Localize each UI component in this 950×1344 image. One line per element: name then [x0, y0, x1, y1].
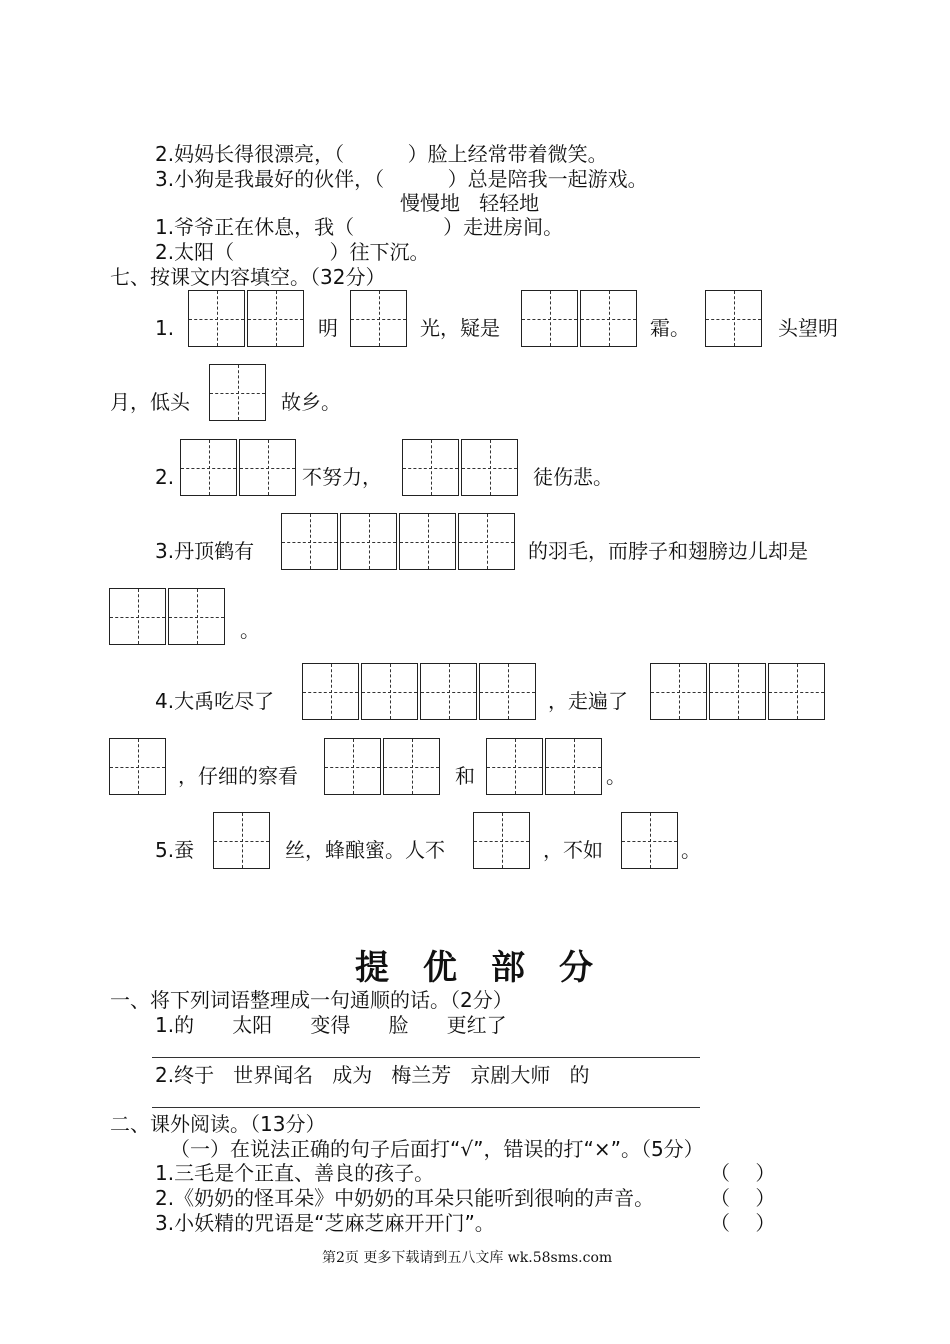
- q1-box-group-3[interactable]: [521, 290, 639, 347]
- section7-heading: 七、按课文内容填空。（32分）: [110, 265, 386, 289]
- q3-text-b: 的羽毛，而脖子和翅膀边儿却是: [528, 539, 808, 563]
- fill-line-grandpa: 1.爷爷正在休息，我（ ）走进房间。: [155, 215, 564, 239]
- q4-text-d: 和: [455, 764, 475, 788]
- q2-text-a: 不努力，: [302, 465, 382, 489]
- q1-box-group-2[interactable]: [350, 290, 409, 347]
- s2-q1-answer-parens[interactable]: （ ）: [710, 1161, 776, 1185]
- s2-q3: 3.小妖精的咒语是“芝麻芝麻开开门”。: [155, 1211, 495, 1235]
- q3-text-a: 3.丹顶鹤有: [155, 539, 255, 563]
- q2-number: 2.: [155, 465, 175, 489]
- s2-q3-answer-parens[interactable]: （ ）: [710, 1211, 776, 1235]
- q1-text-guang: 光，疑是: [420, 316, 500, 340]
- q2-box-group-1[interactable]: [180, 439, 298, 496]
- s1-q2-answer-line[interactable]: [152, 1107, 700, 1108]
- q4-text-b: ，走遍了: [548, 689, 628, 713]
- q1-text-shuang: 霜。: [650, 316, 690, 340]
- q1-text-tou: 头望明: [778, 316, 838, 340]
- q1-number: 1.: [155, 316, 175, 340]
- page-footer: 第2页 更多下载请到五八文库 wk.58sms.com: [322, 1250, 613, 1266]
- s1-q1-words: 1.的 太阳 变得 脸 更红了: [155, 1013, 507, 1037]
- q4-box-group-2[interactable]: [650, 663, 827, 720]
- q4-text-e: 。: [606, 764, 626, 788]
- q3-box-group-2[interactable]: [109, 588, 227, 645]
- q1-text-yue: 月，低头: [110, 390, 190, 414]
- q2-box-group-2[interactable]: [402, 439, 520, 496]
- s1-q1-answer-line[interactable]: [152, 1057, 700, 1058]
- word-options: 慢慢地 轻轻地: [400, 191, 540, 215]
- q5-text-c: ，不如: [543, 838, 603, 862]
- q1-box-group-4[interactable]: [705, 290, 764, 347]
- q5-box-group-1[interactable]: [213, 812, 272, 869]
- q1-box-group-5[interactable]: [209, 364, 268, 421]
- q5-box-group-3[interactable]: [621, 812, 680, 869]
- q5-text-b: 丝，蜂酿蜜。人不: [285, 838, 445, 862]
- q1-text-guxiang: 故乡。: [281, 390, 341, 414]
- fill-line-mother: 2.妈妈长得很漂亮，（ ）脸上经常带着微笑。: [155, 142, 608, 166]
- q4-box-group-3[interactable]: [109, 738, 168, 795]
- s1-q2-words: 2.终于 世界闻名 成为 梅兰芳 京剧大师 的: [155, 1063, 590, 1087]
- q4-text-a: 4.大禹吃尽了: [155, 689, 275, 713]
- q4-text-c: ，仔细的察看: [178, 764, 298, 788]
- q2-text-b: 徒伤悲。: [533, 465, 613, 489]
- q4-box-group-4[interactable]: [324, 738, 442, 795]
- s2-heading: 二、课外阅读。（13分）: [110, 1112, 326, 1136]
- q3-text-c: 。: [240, 618, 260, 642]
- q1-box-group-1[interactable]: [188, 290, 306, 347]
- q3-box-group-1[interactable]: [281, 513, 517, 570]
- fill-line-dog: 3.小狗是我最好的伙伴，（ ）总是陪我一起游戏。: [155, 167, 648, 191]
- q5-box-group-2[interactable]: [473, 812, 532, 869]
- q5-text-d: 。: [681, 838, 701, 862]
- fill-line-sun: 2.太阳（ ）往下沉。: [155, 240, 430, 264]
- q5-text-a: 5.蚕: [155, 838, 195, 862]
- s2-q2-answer-parens[interactable]: （ ）: [710, 1186, 776, 1210]
- s2-sub-heading: （一）在说法正确的句子后面打“√”，错误的打“×”。（5分）: [170, 1137, 704, 1161]
- q4-box-group-5[interactable]: [486, 738, 604, 795]
- q1-text-ming: 明: [318, 316, 338, 340]
- advanced-title: 提优部分: [355, 948, 627, 988]
- s1-heading: 一、将下列词语整理成一句通顺的话。（2分）: [110, 988, 513, 1012]
- q4-box-group-1[interactable]: [302, 663, 538, 720]
- s2-q1: 1.三毛是个正直、善良的孩子。: [155, 1161, 435, 1185]
- s2-q2: 2.《奶奶的怪耳朵》中奶奶的耳朵只能听到很响的声音。: [155, 1186, 655, 1210]
